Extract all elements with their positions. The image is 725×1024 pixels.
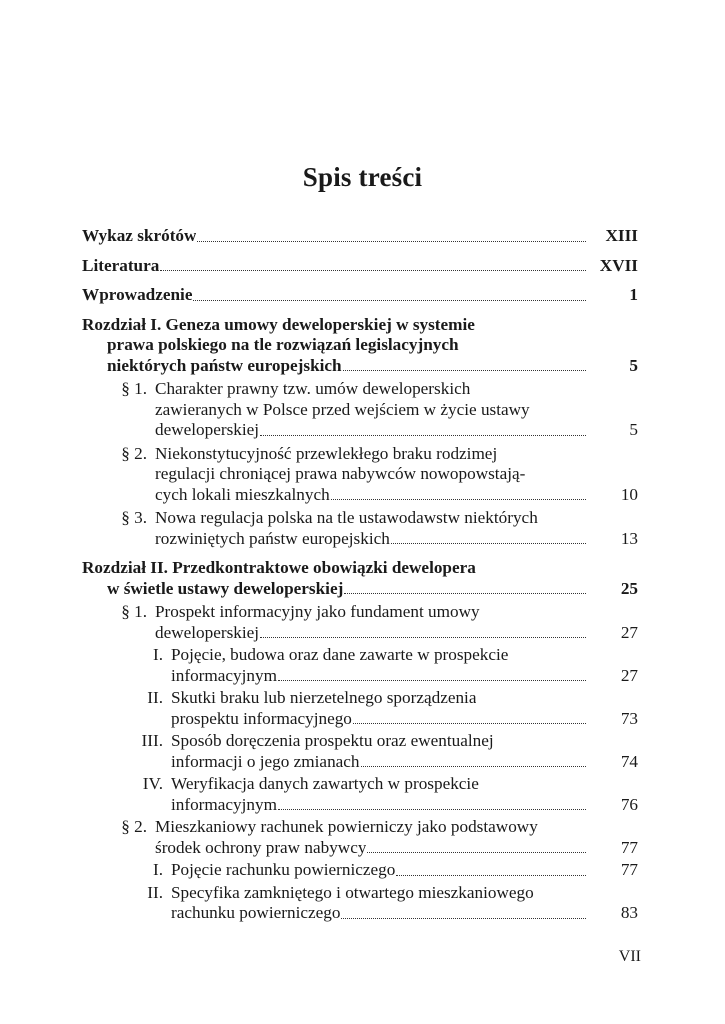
toc-entry bbox=[82, 645, 638, 686]
dot-leader bbox=[361, 765, 586, 767]
toc-entry bbox=[82, 558, 638, 599]
toc-page-number: 83 bbox=[620, 903, 638, 922]
toc-page-number: 76 bbox=[620, 794, 638, 814]
toc-entry-number: § 3. bbox=[121, 508, 147, 527]
toc-entry bbox=[82, 883, 638, 924]
toc-entry bbox=[82, 444, 638, 506]
toc-page-number: 13 bbox=[620, 528, 638, 548]
toc-entry-text: deweloperskiej bbox=[155, 420, 260, 439]
toc-entry-number: § 2. bbox=[121, 443, 147, 463]
toc-entry-text: regulacji chroniącej prawa nabywców nowopowstają- bbox=[155, 464, 526, 483]
toc-page-number: 73 bbox=[620, 708, 638, 728]
toc-entry-text: cych lokali mieszkalnych bbox=[155, 484, 330, 504]
toc-entry-text: środek ochrony praw nabywcy bbox=[155, 837, 367, 857]
dot-leader bbox=[367, 851, 586, 853]
toc-page-number: 77 bbox=[620, 837, 638, 857]
page-number: VII bbox=[618, 948, 641, 965]
toc-entry bbox=[82, 285, 638, 306]
dot-leader bbox=[396, 874, 586, 876]
toc-entry-text: rozwiniętych państw europejskich bbox=[155, 528, 390, 548]
toc-entry-text: deweloperskiej bbox=[155, 622, 260, 642]
toc-page-number: 77 bbox=[620, 860, 638, 879]
dot-leader bbox=[278, 679, 586, 681]
toc-entry bbox=[82, 602, 638, 643]
toc-entry-text: informacji o jego zmianach bbox=[171, 751, 360, 771]
table-of-contents bbox=[82, 226, 638, 924]
toc-entry bbox=[82, 688, 638, 729]
toc-entry-number: I. bbox=[152, 645, 163, 664]
dot-leader bbox=[343, 369, 586, 371]
dot-leader bbox=[331, 498, 586, 500]
toc-entry-text: w świetle ustawy deweloperskiej bbox=[107, 578, 344, 598]
toc-entry-text: Wykaz skrótów bbox=[82, 226, 197, 245]
dot-leader bbox=[353, 722, 586, 724]
toc-page-number: 27 bbox=[620, 622, 638, 642]
page-title: Spis treści bbox=[302, 162, 423, 192]
toc-page-number: XIII bbox=[605, 226, 638, 245]
dot-leader bbox=[160, 269, 586, 271]
toc-entry bbox=[82, 315, 638, 377]
dot-leader bbox=[341, 917, 586, 919]
toc-entry-text: Rozdział II. Przedkontraktowe obowiązki dewelopera bbox=[82, 558, 476, 577]
toc-entry-text: Pojęcie, budowa oraz dane zawarte w prospekcie bbox=[171, 645, 509, 664]
toc-entry-text: Nowa regulacja polska na tle ustawodawstw niektórych bbox=[155, 508, 538, 527]
toc-page-number: 5 bbox=[629, 355, 638, 375]
toc-entry-text: informacyjnym bbox=[171, 665, 277, 685]
toc-entry-text: Wprowadzenie bbox=[82, 285, 193, 304]
toc-page-number: 74 bbox=[620, 751, 638, 771]
dot-leader bbox=[197, 240, 586, 242]
dot-leader bbox=[193, 299, 586, 301]
toc-entry-number: § 1. bbox=[121, 602, 147, 621]
toc-entry bbox=[82, 379, 638, 441]
dot-leader bbox=[278, 808, 586, 810]
toc-entry-text: Prospekt informacyjny jako fundament umowy bbox=[155, 602, 480, 621]
toc-entry-text: Niekonstytucyjność przewlekłego braku rodzimej bbox=[155, 443, 498, 463]
toc-entry-text: Skutki braku lub nierzetelnego sporządzenia bbox=[171, 688, 477, 707]
toc-entry-text: zawieranych w Polsce przed wejściem w życie ustawy bbox=[155, 399, 530, 419]
toc-entry-number: IV. bbox=[142, 774, 163, 793]
toc-entry-number: II. bbox=[147, 688, 163, 707]
toc-entry-text: Charakter prawny tzw. umów deweloperskich bbox=[155, 379, 471, 398]
toc-entry-text: Weryfikacja danych zawartych w prospekcie bbox=[171, 774, 479, 793]
toc-entry bbox=[82, 226, 638, 247]
toc-entry-number: II. bbox=[147, 882, 163, 902]
toc-entry bbox=[82, 817, 638, 858]
toc-page-number: 10 bbox=[620, 484, 638, 504]
dot-leader bbox=[391, 542, 586, 544]
toc-entry-number: § 1. bbox=[121, 379, 147, 398]
dot-leader bbox=[260, 434, 586, 436]
toc-entry-text: prospektu informacyjnego bbox=[171, 708, 352, 728]
toc-entry bbox=[82, 256, 638, 277]
toc-entry-text: niektórych państw europejskich bbox=[107, 355, 342, 375]
toc-page-number: 27 bbox=[620, 665, 638, 685]
dot-leader bbox=[344, 592, 586, 594]
toc-entry-number: § 2. bbox=[121, 817, 147, 836]
toc-page-number: 5 bbox=[629, 420, 638, 439]
dot-leader bbox=[260, 636, 586, 638]
toc-entry-text: Literatura bbox=[82, 255, 160, 275]
toc-entry-text: Mieszkaniowy rachunek powierniczy jako podstawowy bbox=[155, 817, 538, 836]
toc-entry-text: Pojęcie rachunku powierniczego bbox=[171, 860, 396, 879]
toc-entry-text: Sposób doręczenia prospektu oraz ewentualnej bbox=[171, 731, 494, 750]
toc-entry bbox=[82, 731, 638, 772]
toc-entry bbox=[82, 860, 638, 881]
toc-page-number: XVII bbox=[599, 255, 638, 275]
toc-entry bbox=[82, 508, 638, 549]
toc-entry-text: Specyfika zamkniętego i otwartego mieszkaniowego bbox=[171, 882, 534, 902]
toc-page-number: 1 bbox=[629, 285, 638, 304]
toc-entry-number: I. bbox=[152, 860, 163, 879]
toc-entry bbox=[82, 774, 638, 815]
toc-entry-text: informacyjnym bbox=[171, 794, 277, 814]
toc-entry-text: Rozdział I. Geneza umowy deweloperskiej w systemie bbox=[82, 314, 475, 334]
toc-page-number: 25 bbox=[620, 578, 638, 598]
toc-entry-number: III. bbox=[141, 731, 163, 750]
toc-entry-text: rachunku powierniczego bbox=[171, 903, 341, 922]
toc-entry-text: prawa polskiego na tle rozwiązań legislacyjnych bbox=[107, 335, 459, 354]
